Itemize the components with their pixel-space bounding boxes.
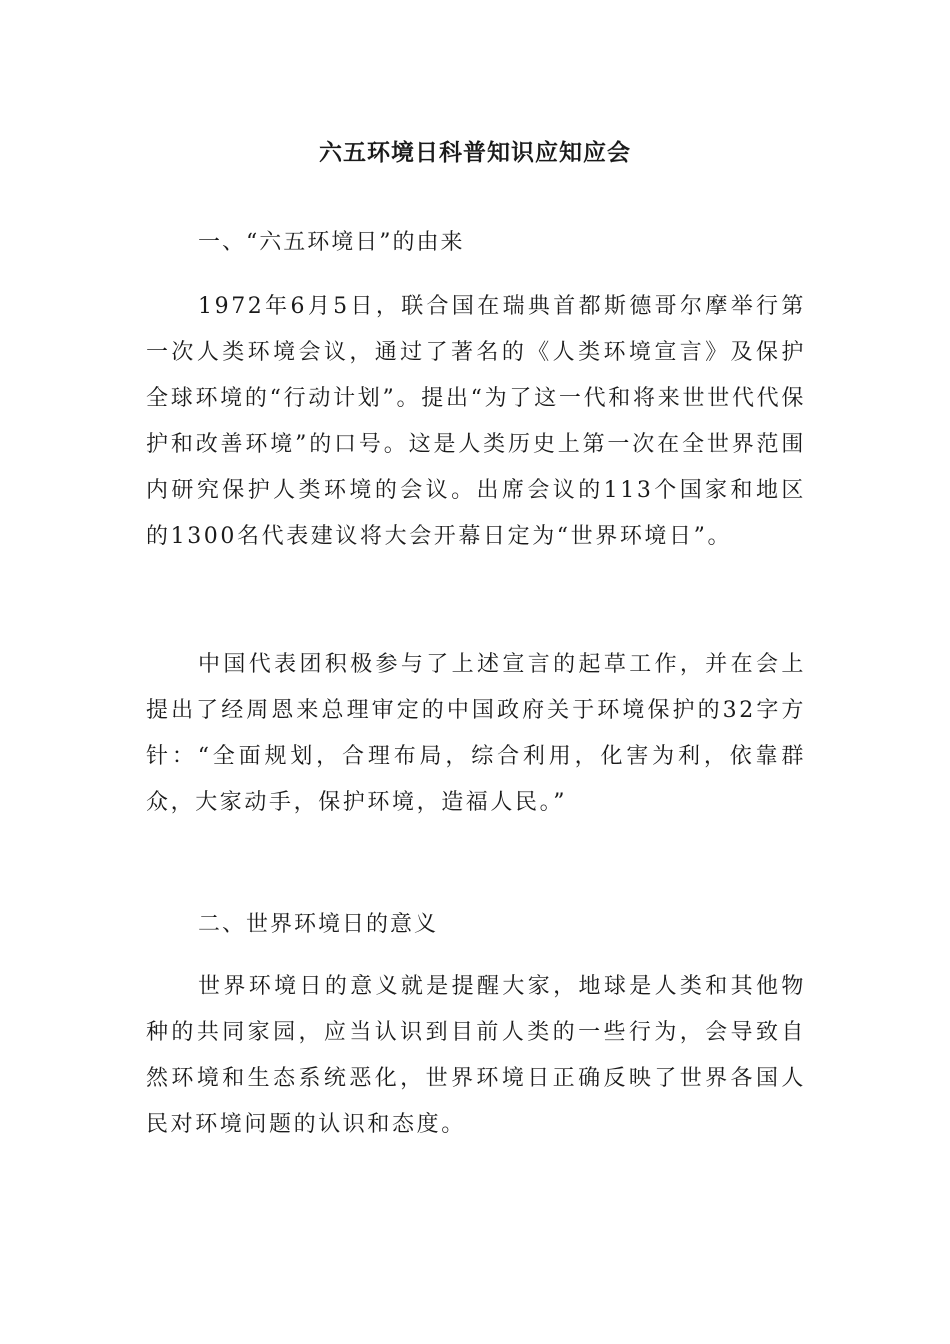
section-heading-significance: 二、世界环境日的意义 bbox=[198, 912, 439, 937]
section-heading-origin: 一、“六五环境日”的由来 bbox=[198, 230, 465, 255]
paragraph-origin-history: 1972年6月5日，联合国在瑞典首都斯德哥尔摩举行第一次人类环境会议，通过了著名的《人类环境宣言》及保护全球环境的“行动计划”。提出“为了这一代和将来世世代代保护和改善环境”的口号。这是人类历史上第一次在全世界范围内研究保护人类环境的会议。出席会议的113个国家和地区的1300名代表建议将大会开幕日定为“世界环境日”。 bbox=[146, 294, 806, 549]
paragraph-china-delegation: 中国代表团积极参与了上述宣言的起草工作，并在会上提出了经周恩来总理审定的中国政府关于环境保护的32字方针：“全面规划，合理布局，综合利用，化害为利，依靠群众，大家动手，保护环境，造福人民。” bbox=[146, 652, 806, 815]
paragraph-significance: 世界环境日的意义就是提醒大家，地球是人类和其他物种的共同家园，应当认识到目前人类的一些行为，会导致自然环境和生态系统恶化，世界环境日正确反映了世界各国人民对环境问题的认识和态度。 bbox=[146, 974, 806, 1137]
document-title: 六五环境日科普知识应知应会 bbox=[319, 139, 631, 166]
